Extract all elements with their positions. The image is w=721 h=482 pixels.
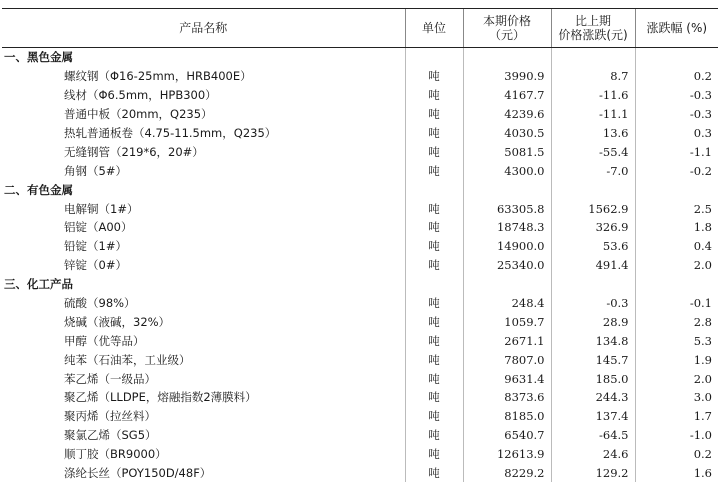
current-price-cell: 6540.7 [463, 426, 551, 445]
current-price-cell [463, 180, 551, 199]
product-name-cell: 涤纶长丝（POY150D/48F） [2, 464, 405, 482]
unit-cell: 吨 [405, 218, 463, 237]
unit-cell [405, 275, 463, 294]
product-name-cell: 三、化工产品 [2, 275, 405, 294]
header-current-price [463, 9, 551, 48]
table-row [2, 407, 718, 426]
change-percent-cell [635, 48, 718, 67]
table-row [2, 199, 718, 218]
unit-cell: 吨 [405, 86, 463, 105]
current-price-cell [463, 48, 551, 67]
product-name-cell: 无缝钢管（219*6，20#） [2, 142, 405, 161]
table-row [2, 388, 718, 407]
unit-cell: 吨 [405, 237, 463, 256]
table-row [2, 294, 718, 313]
product-name-cell: 聚氯乙烯（SG5） [2, 426, 405, 445]
unit-cell: 吨 [405, 445, 463, 464]
header-product-name: 产品名称 [2, 9, 405, 48]
table-header [2, 9, 718, 48]
table-row [2, 331, 718, 350]
product-name-cell: 电解铜（1#） [2, 199, 405, 218]
change-percent-cell [635, 180, 718, 199]
header-price-change-line2: 价格涨跌(元) [556, 28, 631, 42]
unit-cell: 吨 [405, 294, 463, 313]
product-name-cell: 线材（Φ6.5mm，HPB300） [2, 86, 405, 105]
price-change-cell: 145.7 [551, 350, 635, 369]
current-price-cell: 8229.2 [463, 464, 551, 482]
table-row [2, 237, 718, 256]
product-name-cell: 热轧普通板卷（4.75-11.5mm，Q235） [2, 124, 405, 143]
price-change-cell: -55.4 [551, 142, 635, 161]
change-percent-cell: -0.2 [635, 161, 718, 180]
current-price-cell: 63305.8 [463, 199, 551, 218]
price-table [2, 8, 718, 482]
current-price-cell: 8185.0 [463, 407, 551, 426]
price-change-cell: -11.1 [551, 105, 635, 124]
category-row [2, 180, 718, 199]
change-percent-cell: 0.2 [635, 445, 718, 464]
change-percent-cell: 2.8 [635, 312, 718, 331]
product-name-cell: 烧碱（液碱，32%） [2, 312, 405, 331]
unit-cell [405, 180, 463, 199]
header-price-change-line1: 比上期 [556, 14, 631, 28]
product-name-cell: 纯苯（石油苯，工业级） [2, 350, 405, 369]
unit-cell: 吨 [405, 105, 463, 124]
price-change-cell: 326.9 [551, 218, 635, 237]
current-price-cell [463, 275, 551, 294]
unit-cell: 吨 [405, 199, 463, 218]
unit-cell: 吨 [405, 369, 463, 388]
current-price-cell: 4030.5 [463, 124, 551, 143]
price-change-cell: -0.3 [551, 294, 635, 313]
product-name-cell: 角钢（5#） [2, 161, 405, 180]
price-change-cell: 129.2 [551, 464, 635, 482]
unit-cell: 吨 [405, 124, 463, 143]
price-change-cell [551, 48, 635, 67]
product-name-cell: 锌锭（0#） [2, 256, 405, 275]
table-row [2, 312, 718, 331]
product-name-cell: 甲醇（优等品） [2, 331, 405, 350]
current-price-cell: 2671.1 [463, 331, 551, 350]
current-price-cell: 9631.4 [463, 369, 551, 388]
table-row [2, 105, 718, 124]
table-row [2, 464, 718, 482]
current-price-cell: 18748.3 [463, 218, 551, 237]
unit-cell: 吨 [405, 407, 463, 426]
change-percent-cell: -0.3 [635, 105, 718, 124]
unit-cell: 吨 [405, 312, 463, 331]
price-change-cell: 137.4 [551, 407, 635, 426]
change-percent-cell: 1.7 [635, 407, 718, 426]
price-change-cell: -64.5 [551, 426, 635, 445]
price-change-cell: 53.6 [551, 237, 635, 256]
price-change-cell [551, 180, 635, 199]
change-percent-cell: -0.3 [635, 86, 718, 105]
current-price-cell: 4239.6 [463, 105, 551, 124]
current-price-cell: 7807.0 [463, 350, 551, 369]
current-price-cell: 248.4 [463, 294, 551, 313]
table-row [2, 142, 718, 161]
price-change-cell: -11.6 [551, 86, 635, 105]
category-row [2, 275, 718, 294]
price-change-cell: 491.4 [551, 256, 635, 275]
change-percent-cell: 2.0 [635, 369, 718, 388]
change-percent-cell: 1.9 [635, 350, 718, 369]
change-percent-cell: -0.1 [635, 294, 718, 313]
unit-cell: 吨 [405, 161, 463, 180]
current-price-cell: 1059.7 [463, 312, 551, 331]
header-current-price-line2: （元） [468, 28, 547, 42]
change-percent-cell: 1.6 [635, 464, 718, 482]
product-name-cell: 普通中板（20mm，Q235） [2, 105, 405, 124]
header-unit: 单位 [405, 9, 463, 48]
current-price-cell: 3990.9 [463, 67, 551, 86]
product-name-cell: 二、有色金属 [2, 180, 405, 199]
product-name-cell: 聚乙烯（LLDPE，熔融指数2薄膜料） [2, 388, 405, 407]
product-name-cell: 苯乙烯（一级品） [2, 369, 405, 388]
price-change-cell [551, 275, 635, 294]
unit-cell: 吨 [405, 388, 463, 407]
change-percent-cell: -1.0 [635, 426, 718, 445]
table-row [2, 369, 718, 388]
table-row [2, 86, 718, 105]
current-price-cell: 25340.0 [463, 256, 551, 275]
change-percent-cell [635, 275, 718, 294]
unit-cell: 吨 [405, 350, 463, 369]
price-change-cell: -7.0 [551, 161, 635, 180]
product-name-cell: 顺丁胶（BR9000） [2, 445, 405, 464]
change-percent-cell: -1.1 [635, 142, 718, 161]
price-change-cell: 244.3 [551, 388, 635, 407]
current-price-cell: 8373.6 [463, 388, 551, 407]
unit-cell: 吨 [405, 464, 463, 482]
change-percent-cell: 3.0 [635, 388, 718, 407]
table-row [2, 256, 718, 275]
change-percent-cell: 0.4 [635, 237, 718, 256]
current-price-cell: 4300.0 [463, 161, 551, 180]
price-change-cell: 8.7 [551, 67, 635, 86]
price-change-cell: 1562.9 [551, 199, 635, 218]
table-row [2, 426, 718, 445]
table-row [2, 445, 718, 464]
price-change-cell: 134.8 [551, 331, 635, 350]
change-percent-cell: 0.3 [635, 124, 718, 143]
table-row [2, 350, 718, 369]
unit-cell: 吨 [405, 142, 463, 161]
table-row [2, 124, 718, 143]
unit-cell: 吨 [405, 67, 463, 86]
unit-cell: 吨 [405, 256, 463, 275]
category-row [2, 48, 718, 67]
table-row [2, 67, 718, 86]
change-percent-cell: 2.5 [635, 199, 718, 218]
header-price-change [551, 9, 635, 48]
table-row [2, 218, 718, 237]
product-name-cell: 一、黑色金属 [2, 48, 405, 67]
product-name-cell: 铅锭（1#） [2, 237, 405, 256]
price-change-cell: 185.0 [551, 369, 635, 388]
product-name-cell: 螺纹钢（Φ16-25mm，HRB400E） [2, 67, 405, 86]
current-price-cell: 12613.9 [463, 445, 551, 464]
header-current-price-line1: 本期价格 [468, 14, 547, 28]
unit-cell [405, 48, 463, 67]
current-price-cell: 14900.0 [463, 237, 551, 256]
price-change-cell: 13.6 [551, 124, 635, 143]
current-price-cell: 5081.5 [463, 142, 551, 161]
change-percent-cell: 0.2 [635, 67, 718, 86]
table-row [2, 161, 718, 180]
unit-cell: 吨 [405, 331, 463, 350]
change-percent-cell: 2.0 [635, 256, 718, 275]
current-price-cell: 4167.7 [463, 86, 551, 105]
product-name-cell: 铝锭（A00） [2, 218, 405, 237]
price-change-cell: 28.9 [551, 312, 635, 331]
product-name-cell: 硫酸（98%） [2, 294, 405, 313]
unit-cell: 吨 [405, 426, 463, 445]
table-body [2, 48, 718, 482]
product-name-cell: 聚丙烯（拉丝料） [2, 407, 405, 426]
change-percent-cell: 1.8 [635, 218, 718, 237]
change-percent-cell: 5.3 [635, 331, 718, 350]
header-change-percent: 涨跌幅 (%) [635, 9, 718, 48]
price-change-cell: 24.6 [551, 445, 635, 464]
